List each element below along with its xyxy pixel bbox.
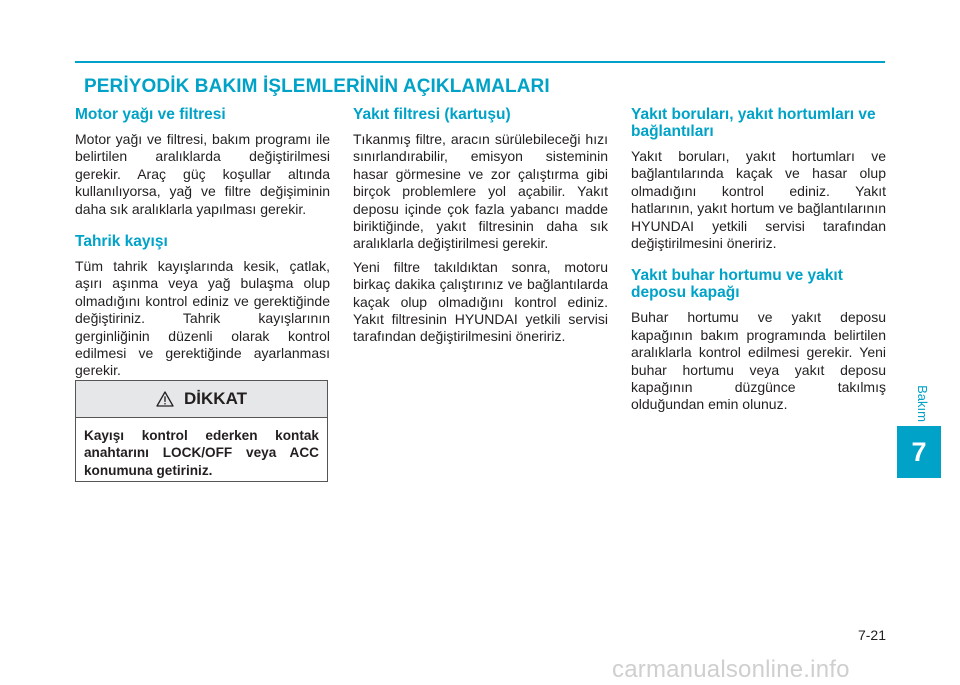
column-3 [631,106,886,420]
chapter-tab: 7 [897,426,941,478]
page-number: 7-21 [857,627,886,643]
caution-title: DİKKAT [184,389,247,408]
watermark: carmanualsonline.info [612,656,850,683]
section-body-motor-oil: Motor yağı ve filtresi, bakım programı ile belirtilen aralıklarda değiştirilmesi gerekir. Araç güç koşullar altında kullanılıyorsa, yağ ve filtre değişiminin daha sık aralıklarla yapılması gerekir. [75,131,330,217]
section-body-vapor-hose: Buhar hortumu ve yakıt deposu kapağının bakım programında belirtilen aralıklarla kontrol edilmesi gerekir. Yeni buhar hortumu veya yakıt deposu kapağının düzgünce takılmış olduğundan emin olunuz. [631,309,886,413]
top-rule [75,61,885,63]
caution-text: Kayışı kontrol ederken kontak anahtarını LOCK/OFF veya ACC konumuna getiriniz. [84,428,319,478]
section-heading-fuel-lines: Yakıt boruları, yakıt hortumları ve bağlantıları [631,106,876,140]
page-title: PERİYODİK BAKIM İŞLEMLERİNİN AÇIKLAMALARI [84,76,550,97]
section-heading-motor-oil: Motor yağı ve filtresi [75,106,226,123]
section-paragraph-fuel-filter-1: Tıkanmış filtre, aracın sürülebileceği hızı sınırlandırabilir, emisyon sisteminin hasar görmesine ve zor çalıştırma gibi birçok problemlere yol açabilir. Yakıt deposu içinde çok fazla yabancı madde biriktiğinde, yakıt filtresinin daha sık aralıklarla değiştirilmesi gerekir. [353,131,608,252]
section-side-label-text: Bakım [914,384,930,422]
section-body-fuel-lines: Yakıt boruları, yakıt hortumları ve bağlantılarında kaçak ve hasar olup olmadığını kontrol ediniz. Yakıt hatlarının, yakıt hortum ve bağlantılarının HYUNDAI yetkili servisi tarafından değiştirilmesini öneririz. [631,148,886,252]
section-side-label [914,383,930,423]
section-heading-vapor-hose: Yakıt buhar hortumu ve yakıt deposu kapağı [631,267,843,302]
section-heading-fuel-filter: Yakıt filtresi (kartuşu) [353,106,511,123]
caution-box [75,380,328,482]
section-heading-drive-belt: Tahrik kayışı [75,233,168,251]
section-body-drive-belt: Tüm tahrik kayışlarında kesik, çatlak, aşırı aşınma veya yağ bulaşma olup olmadığını kontrol ediniz ve gerektiğinde değiştiriniz. Tahrik kayışlarının gerginliğinin düzenli olarak kontrol edilmesi ve gerektiğinde ayarlanması gerekir. [75,258,330,379]
warning-triangle-icon [156,391,174,407]
caution-header [76,381,327,418]
section-paragraph-fuel-filter-2: Yeni filtre takıldıktan sonra, motoru birkaç dakika çalıştırınız ve bağlantılarda kaçak olup olmadığını kontrol ediniz. Yakıt filtresinin HYUNDAI yetkili servisi tarafından değiştirilmesini öneririz. [353,258,608,345]
column-1 [75,106,330,386]
column-2 [353,106,608,352]
